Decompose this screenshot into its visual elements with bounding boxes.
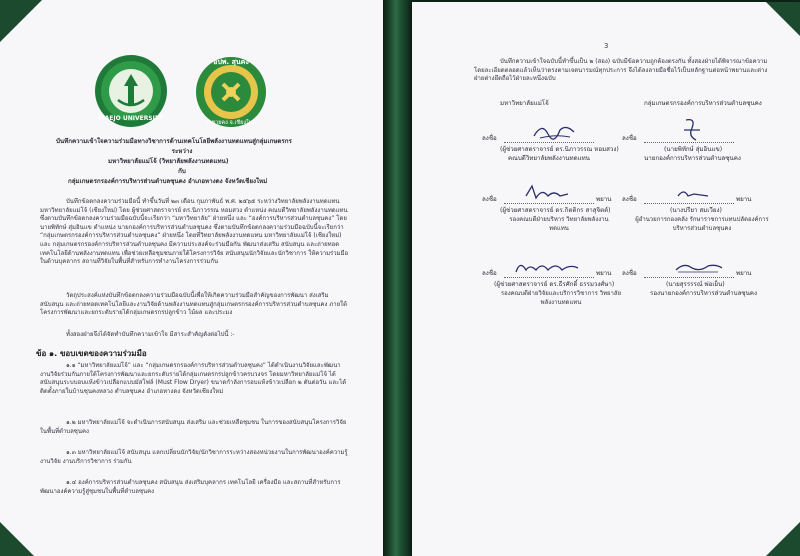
sign-label: ลงชื่อ — [482, 270, 497, 277]
sign-label: ลงชื่อ — [622, 196, 637, 203]
signatory-name: (ผู้ช่วยศาสตราจารย์ ดร.กิตติกร สาสุจิตต์) — [500, 207, 611, 214]
signatory-title: รองคณบดีฝ่ายบริหาร วิทยาลัยพลังงานทดแทน — [509, 216, 609, 232]
purpose-paragraph: วัตถุประสงค์แห่งบันทึกข้อตกลงความร่วมมือฉบับนี้เพื่อให้เกิดความร่วมมือสำคัญของการพัฒนา ส่งเสริม สนับสนุน และถ่ายทอดเทคโนโลยีและงานวิจัยด้านพลังงานทดแทนสู่กลุ่มเกษตรกรองค์การบริหารส่วนตำบลซุนคง ภายใต้โครงการพัฒนาและยกระดับรายได้กลุ่มเกษตรกรปลูกข้าว ไม้ผล และประมง — [40, 292, 347, 317]
mou-title-line-4: กับ — [178, 168, 186, 175]
signatory-title: รองนายกองค์การบริหารส่วนตำบลซุนคง — [650, 290, 757, 297]
corner-holder — [0, 522, 34, 556]
folder-spine — [383, 0, 412, 556]
maejo-university-logo — [94, 54, 168, 128]
signature-1-left — [530, 120, 578, 142]
signatory-title: รองคณบดีฝ่ายวิจัยและบริการวิชาการ วิทยาลัยพลังงานทดแทน — [500, 290, 622, 306]
signature-line — [504, 142, 594, 143]
intro-paragraph: บันทึกข้อตกลงความร่วมมือนี้ ทำขึ้นวันที่ ๒๓ เดือน กุมภาพันธ์ พ.ศ. ๒๕๖๕ ระหว่างวิทยาลัยพลังงานทดแทน มหาวิทยาลัยแม่โจ้ (เชียงใหม่) โดย ผู้ช่วยศาสตราจารย์ ดร.นิภาวรรณ หอมสวง ตำแหน่ง คณบดีวิทยาลัยพลังงานทดแทน ซึ่งตามบันทึกข้อตกลงความร่วมมือฉบับนี้จะเรียกว่า “มหาวิทยาลัย” ฝ่ายหนึ่ง และ “องค์การบริหารส่วนตำบลซุนคง” โดย นายพิทักษ์ สุ่มอินแข ตำแหน่ง นายกองค์การบริหารส่วนตำบลซุนคง ซึ่งตามบันทึกข้อตกลงความร่วมมือฉบับนี้จะเรียกว่า “กลุ่มเกษตรกรองค์การบริหารส่วนตำบลซุนคง” ฝ่ายหนึ่ง โดยที่วิทยาลัยพลังงานทดแทน มหาวิทยาลัยแม่โจ้ (เชียงใหม่) และ กลุ่มเกษตรกรองค์การบริหารส่วนตำบลซุนคง มีความประสงค์จะร่วมมือกัน พัฒนาส่งเสริม สนับสนุน และถ่ายทอดเทคโนโลยีด้านพลังงานทดแทน เพื่อช่วยเหลือชุมชนภายใต้โครงการวิจัย สนับสนุนนักวิจัยและนักวิชาการ ให้ความร่วมมือในด้านบุคลากร สถานที่วิจัยในพื้นที่สำหรับการทำงานโครงการร่วมกัน — [40, 198, 349, 266]
signatory-title: ผู้อำนวยการกองคลัง รักษาราชการแทนปลัดองค์การบริหารส่วนตำบลซุนคง — [635, 216, 769, 232]
coop-logo-bottom-text: ม.ชายคง จ.เชียงใหม่ — [206, 120, 256, 126]
witness-label: พยาน — [736, 196, 752, 203]
sign-label: ลงชื่อ — [482, 135, 497, 142]
sign-label: ลงชื่อ — [622, 135, 637, 142]
signatory-name: (ผู้ช่วยศาสตราจารย์ ดร.ธีรศักดิ์ ธรรมวงศ์ษา) — [494, 281, 615, 288]
corner-holder — [0, 0, 42, 42]
sunkhong-sao-logo — [195, 52, 267, 130]
signatory-name: (ผู้ช่วยศาสตราจารย์ ดร.นิภาวรรณ หอมสวง) — [500, 146, 619, 153]
signatory-name: (นายพิทักษ์ สุ่มอินแข) — [664, 146, 723, 153]
signature-2-right — [674, 184, 714, 204]
mou-title-line-5: กลุ่มเกษตรกรองค์การบริหารส่วนตำบลซุนคง อำเภอหางดง จังหวัดเชียงใหม่ — [68, 178, 268, 185]
clause-1-3: ๑.๓ มหาวิทยาลัยแม่โจ้ สนับสนุน แลกเปลี่ยนนักวิจัย/นักวิชาการระหว่างสองหน่วยงานในการพัฒนาองค์ความรู้งานวิจัย งานบริการวิชาการ ร่วมกัน — [40, 449, 348, 465]
corner-holder — [766, 522, 800, 556]
signature-2-left — [522, 182, 572, 204]
section-heading: ข้อ ๑. ขอบเขตของความร่วมมือ — [36, 349, 147, 358]
signatory-title: คณบดีวิทยาลัยพลังงานทดแทน — [508, 155, 590, 162]
signatory-title: นายกองค์การบริหารส่วนตำบลซุนคง — [644, 155, 741, 162]
agree-line: ทั้งสองฝ่ายจึงได้จัดทำบันทึกความเข้าใจ มีสาระสำคัญดังต่อไปนี้ :- — [66, 331, 235, 338]
signatory-name: (นายสุรรรรณ์ พ่อเย็น) — [666, 281, 725, 288]
party-header-sao: กลุ่มเกษตรกรองค์การบริหารส่วนตำบลซุนคง — [644, 100, 762, 107]
coop-logo-top-text: อปพ. สุนคง — [213, 58, 249, 66]
clause-1-4: ๑.๔ องค์การบริหารส่วนตำบลซุนคง สนับสนุน ส่งเสริมบุคลากร เทคโนโลยี เครื่องมือ และสถานที่สำหรับการพัฒนาองค์ความรู้สู่ชุมชนในพื้นที่ตำบลซุนคง — [40, 479, 341, 495]
signature-3-right — [670, 258, 726, 278]
right-page — [412, 2, 800, 556]
clause-1-1: ๑.๑ “มหาวิทยาลัยแม่โจ้” และ “กลุ่มเกษตรกรองค์การบริหารส่วนตำบลซุนคง” ได้ดำเนินงานวิจัยและพัฒนางานวิจัยร่วมกันภายใต้โครงการพัฒนาและยกระดับรายได้กลุ่มเกษตรกรปลูกข้าวครบวงจร โดยมหาวิทยาลัยแม่โจ้ ได้สนับสนุนระบบอบแห้งข้าวเปลือกแบบมัสโฟล์ (Must Flow Dryer) ขนาดกำลังการอบแห้งข้าวเปลือก ๒ ตันต่อวัน และได้ติดตั้งภายในบ้านซุนคงหลวง ตำบลซุนคง อำเภอหางดง จังหวัดเชียงใหม่ — [40, 362, 347, 395]
mou-title-line-1: บันทึกความเข้าใจความร่วมมือทางวิชาการด้านเทคโนโลยีพลังงานทดแทนสู่กลุ่มเกษตรกร — [56, 138, 292, 145]
signature-3-left — [512, 256, 582, 278]
signature-1-right — [676, 116, 706, 144]
witness-label: พยาน — [596, 270, 612, 277]
closing-paragraph: บันทึกความเข้าใจฉบับนี้ทำขึ้นเป็น ๒ (สอง) ฉบับมีข้อความถูกต้องตรงกัน ทั้งสองฝ่ายได้พิจารณาข้อความโดยละเอียดตลอดแล้วเห็นว่าตรงตามเจตนารมณ์ทุกประการ จึงได้ลงลายมือชื่อไว้เป็นหลักฐานต่อหน้าพยานและต่างฝ่ายต่างยึดถือไว้ฝ่ายละหนึ่งฉบับ — [474, 58, 768, 83]
mou-title-line-3: มหาวิทยาลัยแม่โจ้ (วิทยาลัยพลังงานทดแทน) — [108, 158, 229, 165]
sign-label: ลงชื่อ — [622, 270, 637, 277]
party-header-university: มหาวิทยาลัยแม่โจ้ — [500, 100, 549, 107]
clause-1-2: ๑.๒ มหาวิทยาลัยแม่โจ้ จะดำเนินการสนับสนุน ส่งเสริม และช่วยเหลือชุมชน ในการของสนับสนุนโครงการวิจัยในพื้นที่ตำบลซุนคง — [40, 419, 347, 435]
page-number: 3 — [604, 42, 609, 50]
corner-holder — [766, 2, 800, 36]
signatory-name: (นางปรียา สมเวียง) — [670, 207, 722, 214]
left-page — [0, 0, 383, 556]
maejo-logo-text: MAEJO UNIVERSITY — [98, 115, 164, 122]
witness-label: พยาน — [596, 196, 612, 203]
sign-label: ลงชื่อ — [482, 196, 497, 203]
witness-label: พยาน — [736, 270, 752, 277]
mou-title-line-2: ระหว่าง — [171, 148, 193, 155]
